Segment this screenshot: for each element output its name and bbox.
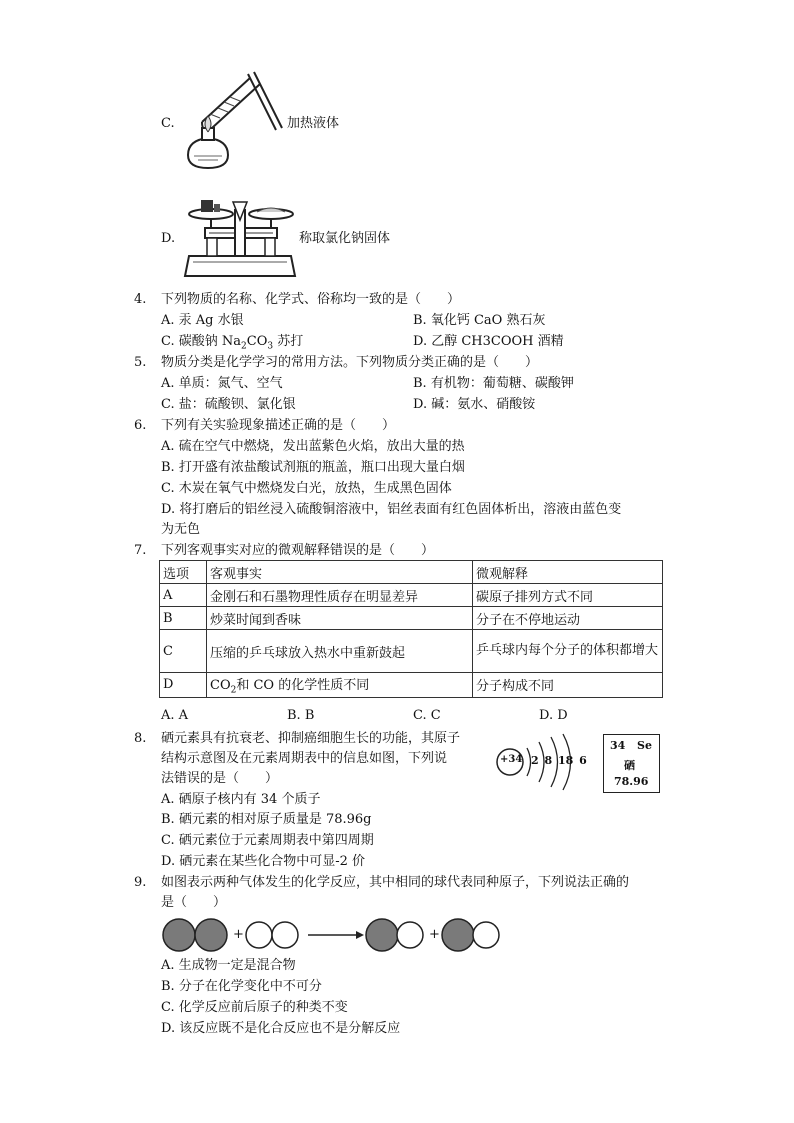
- q8-option-a: A. 硒原子核内有 34 个质子: [161, 792, 321, 807]
- q4-option-c-mid: CO: [246, 334, 268, 349]
- q6-option-d-line2: 为无色: [161, 522, 201, 537]
- q4-option-c-post: 苏打: [273, 334, 304, 349]
- formula-text-tail: 和 CO 的化学性质不同: [236, 678, 370, 693]
- grey-atom: [442, 919, 474, 951]
- q7-option-a: A. A: [161, 708, 189, 723]
- q5-option-b: B. 有机物：葡萄糖、碳酸钾: [413, 376, 574, 391]
- q4-option-c-pre: C. 碳酸钠 Na: [161, 334, 242, 349]
- formula-text: CO: [210, 678, 231, 693]
- grey-atom: [195, 919, 227, 951]
- table-cell: 压缩的乒乓球放入热水中重新鼓起: [207, 630, 473, 673]
- grey-atom: [366, 919, 398, 951]
- q4-option-c-sub1: 2: [241, 341, 247, 352]
- heating-liquid-illustration: [180, 70, 285, 175]
- plus-sign: +: [233, 927, 244, 942]
- white-atom: [473, 922, 499, 948]
- q4-option-d: D. 乙醇 CH3COOH 酒精: [413, 334, 564, 349]
- q7-table: [159, 560, 663, 698]
- table-cell: 碳原子排列方式不同: [473, 584, 663, 607]
- q5-option-a: A. 单质：氮气、空气: [161, 376, 283, 391]
- q9-stem-line1: 如图表示两种气体发生的化学反应，其中相同的球代表同种原子，下列说法正确的: [161, 875, 630, 890]
- q8-option-d: D. 硒元素在某些化合物中可显-2 价: [161, 854, 366, 869]
- q8-stem-line3: 法错误的是（ ）: [161, 771, 279, 786]
- option-d-caption: 称取氯化钠固体: [299, 231, 391, 246]
- q4-option-a: A. 汞 Ag 水银: [161, 313, 244, 328]
- q4-stem: 下列物质的名称、化学式、俗称均一致的是（ ）: [161, 292, 461, 307]
- element-atomic-number: 34: [610, 739, 626, 752]
- element-atomic-mass: 78.96: [614, 775, 649, 788]
- table-cell: D: [160, 673, 207, 698]
- balance-scale-illustration: [183, 192, 298, 280]
- table-row: [160, 584, 663, 607]
- q7-stem: 下列客观事实对应的微观解释错误的是（ ）: [161, 543, 435, 558]
- q8-stem-line2: 结构示意图及在元素周期表中的信息如图，下列说: [161, 751, 448, 766]
- table-row: [160, 607, 663, 630]
- q9-option-a: A. 生成物一定是混合物: [161, 958, 296, 973]
- element-symbol: Se: [637, 739, 652, 752]
- formula-subscript: 2: [230, 685, 237, 696]
- q7-option-d: D. D: [539, 708, 568, 723]
- q7-number: 7.: [134, 543, 147, 558]
- element-name: 硒: [624, 759, 635, 772]
- q9-option-d: D. 该反应既不是化合反应也不是分解反应: [161, 1021, 401, 1036]
- q6-option-c: C. 木炭在氧气中燃烧发白光，放热，生成黑色固体: [161, 481, 452, 496]
- q6-option-b: B. 打开盛有浓盐酸试剂瓶的瓶盖，瓶口出现大量白烟: [161, 460, 465, 475]
- white-atom: [246, 922, 272, 948]
- nucleus-charge: +34: [500, 754, 523, 765]
- table-cell: 分子在不停地运动: [473, 607, 663, 630]
- q9-stem-line2: 是（ ）: [161, 895, 227, 910]
- q4-option-b: B. 氧化钙 CaO 熟石灰: [413, 313, 546, 328]
- table-header-cell: 客观事实: [207, 561, 473, 584]
- q9-option-b: B. 分子在化学变化中不可分: [161, 979, 322, 994]
- q7-option-b: B. B: [287, 708, 315, 723]
- table-cell-formula: [207, 673, 473, 698]
- q9-number: 9.: [134, 875, 147, 890]
- option-c-label: C.: [161, 116, 175, 131]
- arrow-head: [356, 931, 364, 939]
- option-c-caption: 加热液体: [287, 116, 340, 131]
- q8-stem-line1: 硒元素具有抗衰老、抑制癌细胞生长的功能，其原子: [161, 731, 461, 746]
- grey-atom: [163, 919, 195, 951]
- white-atom: [397, 922, 423, 948]
- q6-option-a: A. 硫在空气中燃烧，发出蓝紫色火焰，放出大量的热: [161, 439, 465, 454]
- q6-option-d-line1: D. 将打磨后的铝丝浸入硫酸铜溶液中，铝丝表面有红色固体析出，溶液由蓝色变: [161, 502, 622, 517]
- table-header-row: [160, 561, 663, 584]
- table-cell: 分子构成不同: [473, 673, 663, 698]
- q8-number: 8.: [134, 731, 147, 746]
- table-cell: 炒菜时闻到香味: [207, 607, 473, 630]
- reaction-diagram: [160, 915, 505, 955]
- table-row: [160, 630, 663, 673]
- table-cell: 乒乓球内每个分子的体积都增大: [473, 630, 663, 673]
- option-d-label: D.: [161, 231, 176, 246]
- q6-stem: 下列有关实验现象描述正确的是（ ）: [161, 418, 396, 433]
- table-cell: C: [160, 630, 207, 673]
- table-header-cell: 微观解释: [473, 561, 663, 584]
- q9-option-c: C. 化学反应前后原子的种类不变: [161, 1000, 348, 1015]
- table-cell: A: [160, 584, 207, 607]
- table-cell: 金刚石和石墨物理性质存在明显差异: [207, 584, 473, 607]
- table-cell: B: [160, 607, 207, 630]
- q4-option-c-sub2: 3: [267, 341, 274, 352]
- q8-option-b: B. 硒元素的相对原子质量是 78.96g: [161, 812, 372, 827]
- q5-number: 5.: [134, 355, 147, 370]
- q6-number: 6.: [134, 418, 147, 433]
- plus-sign: +: [429, 927, 440, 942]
- electron-shells: 2 8 18 6: [531, 754, 587, 767]
- q8-option-c: C. 硒元素位于元素周期表中第四周期: [161, 833, 374, 848]
- white-atom: [272, 922, 298, 948]
- q5-stem: 物质分类是化学学习的常用方法。下列物质分类正确的是（ ）: [161, 355, 539, 370]
- q5-option-d: D. 碱：氨水、硝酸铵: [413, 397, 536, 412]
- table-row: [160, 673, 663, 698]
- q4-number: 4.: [134, 292, 147, 307]
- q7-option-c: C. C: [413, 708, 441, 723]
- table-header-cell: 选项: [160, 561, 207, 584]
- q5-option-c: C. 盐：硫酸钡、氯化银: [161, 397, 296, 412]
